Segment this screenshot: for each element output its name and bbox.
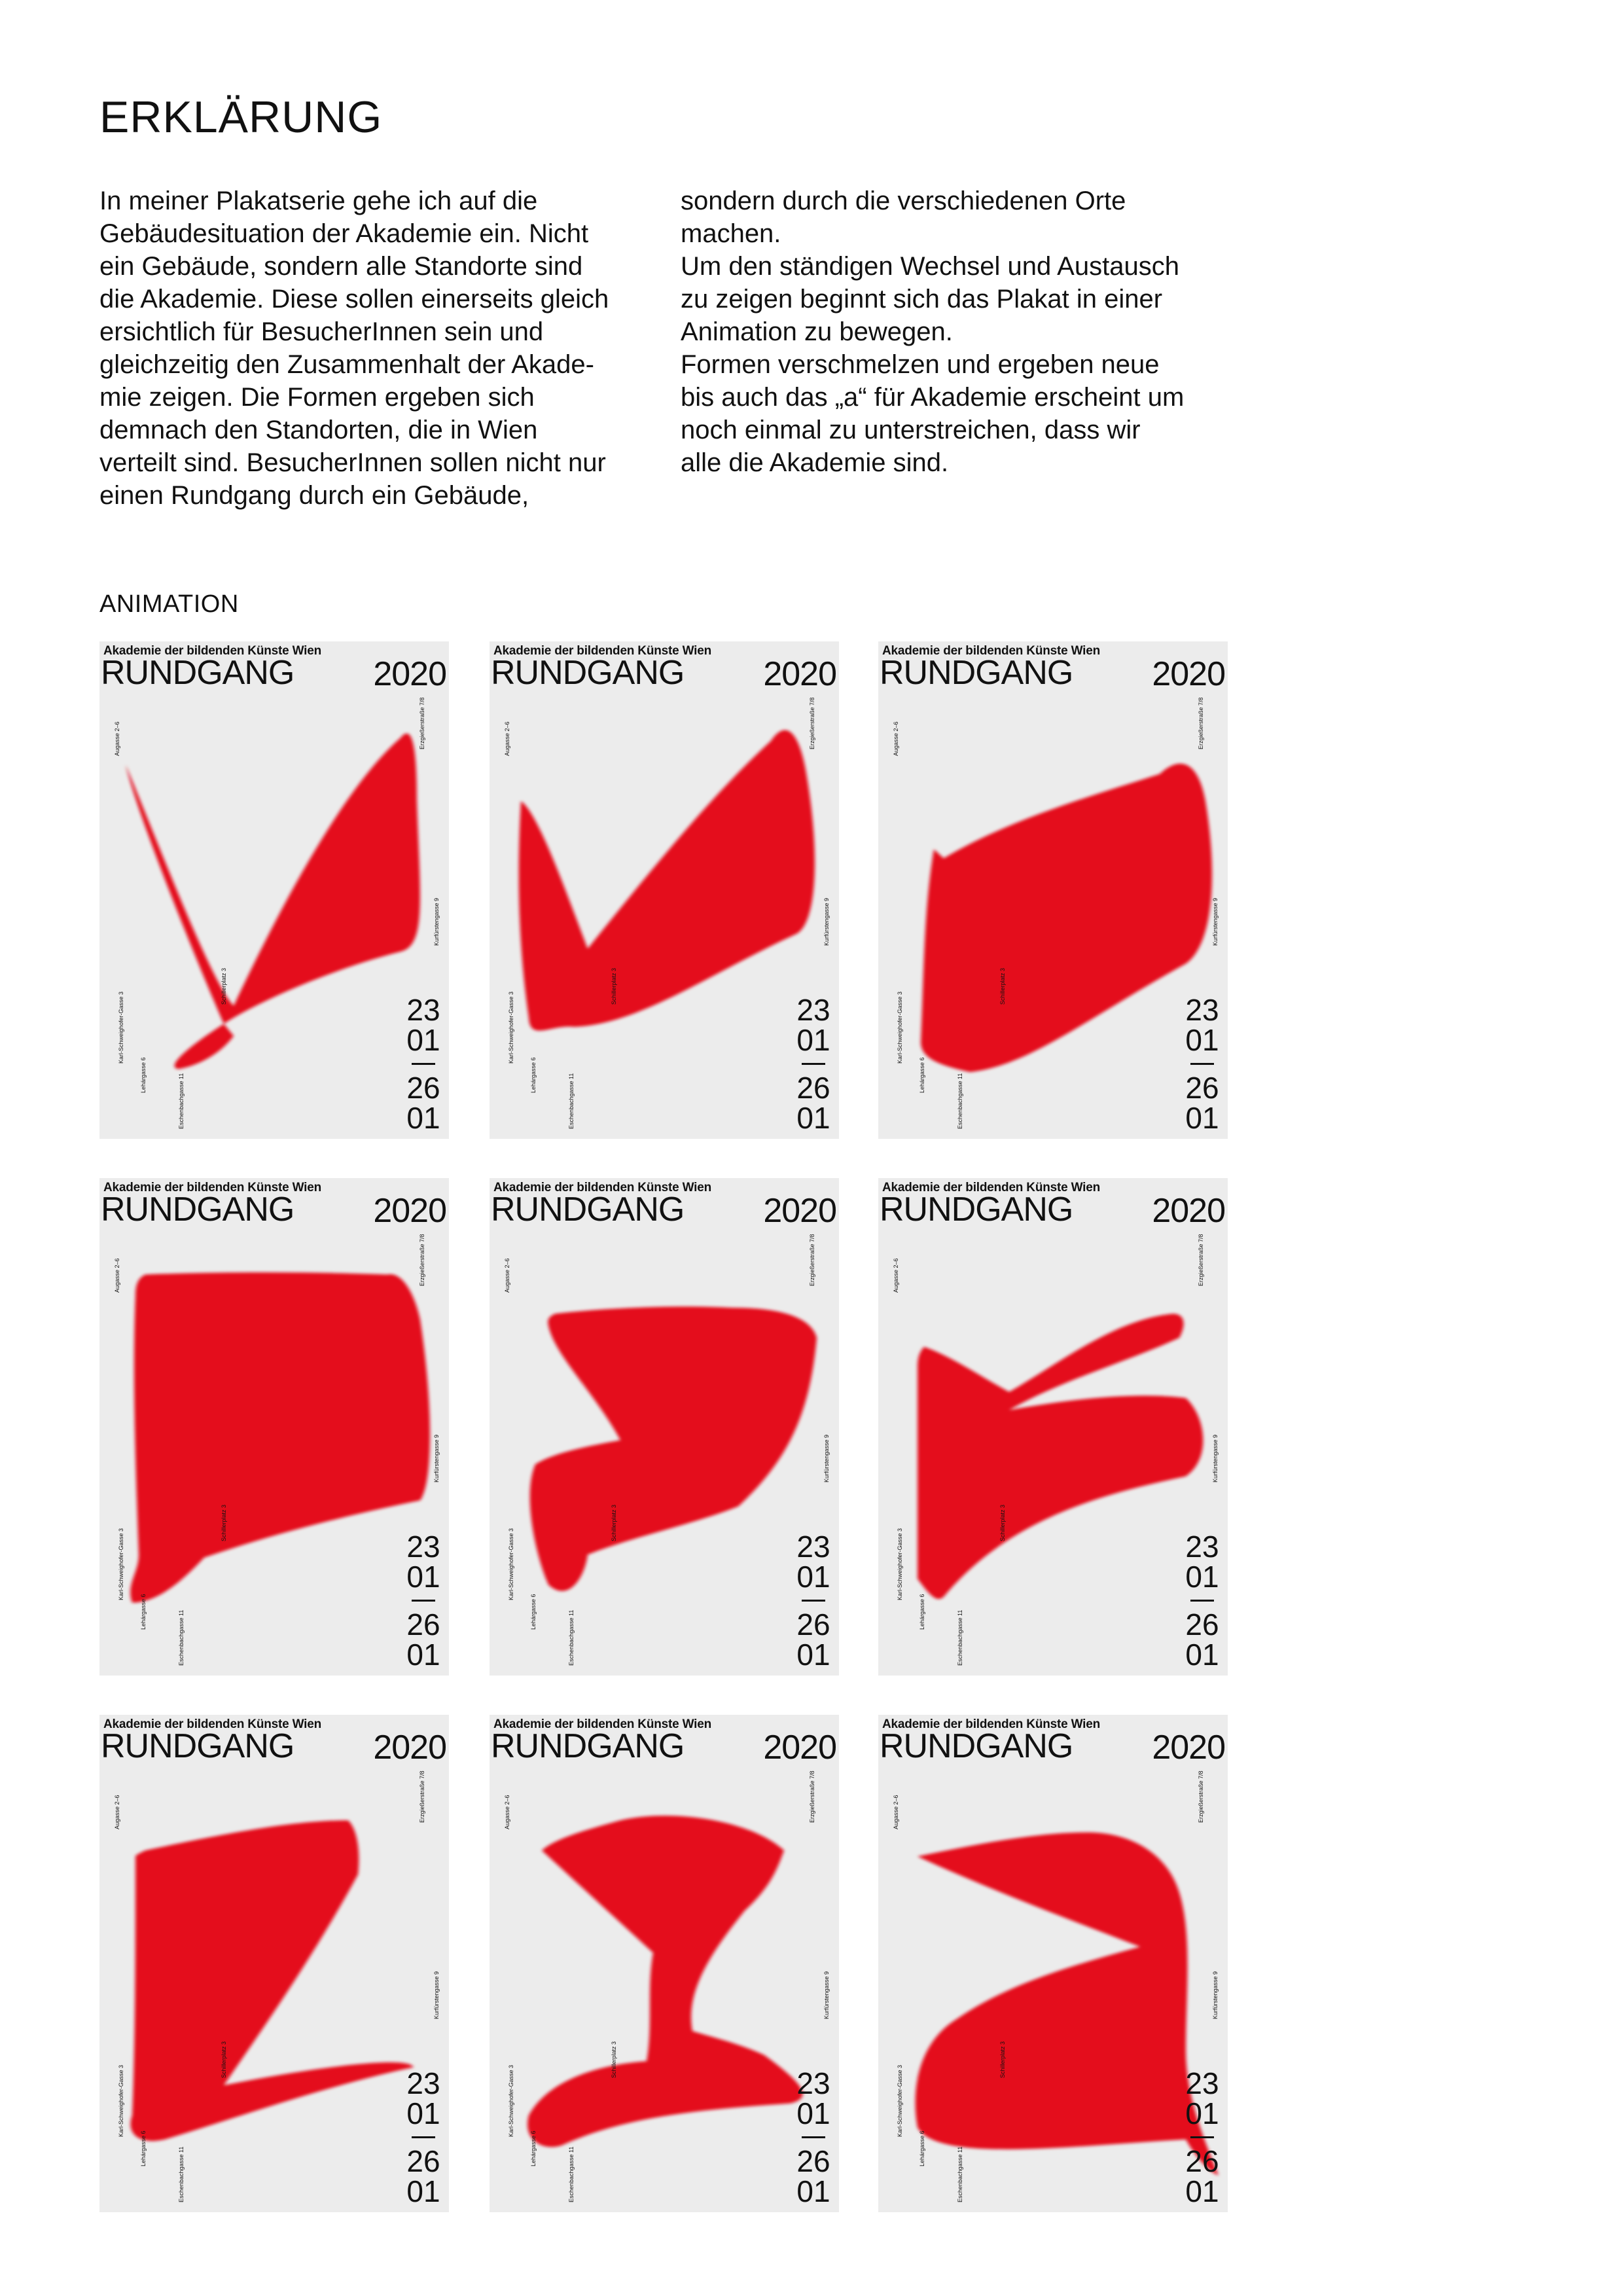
poster-dates [401, 1532, 446, 1670]
date-start-month: 01 [1185, 2096, 1219, 2130]
location-schiller: Schillerplatz 3 [221, 1504, 227, 1541]
poster-academy-name: Akademie der bildenden Künste Wien [103, 1717, 321, 1731]
location-lehar: Lehárgasse 6 [140, 1594, 147, 1630]
location-schweighofer: Karl-Schweighofer-Gasse 3 [508, 991, 514, 1064]
animation-poster [490, 1178, 839, 1676]
poster-year: 2020 [1152, 655, 1225, 693]
date-start-day: 23 [796, 993, 830, 1027]
location-augasse: Augasse 2–6 [504, 1258, 510, 1293]
location-augasse: Augasse 2–6 [114, 721, 120, 756]
poster-title: RUNDGANG [491, 1727, 685, 1765]
poster-dates [791, 1532, 836, 1670]
location-lehar: Lehárgasse 6 [919, 1057, 925, 1093]
location-schweighofer: Karl-Schweighofer-Gasse 3 [118, 1528, 124, 1600]
date-end-month: 01 [406, 1101, 440, 1135]
location-kurfuersten: Kurfürstengasse 9 [433, 1971, 440, 2019]
date-start-month: 01 [1185, 1560, 1219, 1594]
date-end-month: 01 [796, 1101, 830, 1135]
text-line: einen Rundgang durch ein Gebäude, [99, 481, 529, 510]
text-line: zu zeigen beginnt sich das Plakat in einer [681, 285, 1163, 314]
poster-shape [878, 1715, 1228, 2212]
poster-dates [1179, 1532, 1225, 1670]
poster-year: 2020 [1152, 1729, 1225, 1767]
date-start-month: 01 [406, 1023, 440, 1057]
location-schiller: Schillerplatz 3 [221, 967, 227, 1005]
poster-shape [99, 1178, 449, 1676]
location-lehar: Lehárgasse 6 [140, 2130, 147, 2166]
location-kurfuersten: Kurfürstengasse 9 [1212, 897, 1219, 946]
text-line: Gebäudesituation der Akademie ein. Nicht [99, 219, 589, 248]
location-kurfuersten: Kurfürstengasse 9 [1212, 1434, 1219, 1482]
date-start-month: 01 [796, 1023, 830, 1057]
location-augasse: Augasse 2–6 [504, 721, 510, 756]
date-start-day: 23 [1185, 2066, 1219, 2100]
date-separator [802, 1600, 825, 1602]
text-line: ein Gebäude, sondern alle Standorte sind [99, 252, 583, 281]
location-augasse: Augasse 2–6 [114, 1258, 120, 1293]
location-schweighofer: Karl-Schweighofer-Gasse 3 [118, 2064, 124, 2137]
location-schiller: Schillerplatz 3 [611, 1504, 617, 1541]
location-lehar: Lehárgasse 6 [919, 2130, 925, 2166]
location-eschen: Eschenbachgasse 11 [178, 1073, 185, 1129]
date-end-month: 01 [1185, 2174, 1219, 2208]
date-start-month: 01 [796, 1560, 830, 1594]
poster-academy-name: Akademie der bildenden Künste Wien [103, 644, 321, 658]
date-end-day: 26 [1185, 2144, 1219, 2178]
date-separator [412, 2136, 435, 2138]
poster-year: 2020 [763, 655, 836, 693]
text-line: die Akademie. Diese sollen einerseits gleich [99, 285, 609, 314]
poster-year: 2020 [373, 1729, 446, 1767]
location-lehar: Lehárgasse 6 [919, 1594, 925, 1630]
location-eschen: Eschenbachgasse 11 [568, 1609, 575, 1666]
poster-year: 2020 [373, 655, 446, 693]
text-line: gleichzeitig den Zusammenhalt der Akade- [99, 350, 594, 379]
poster-title: RUNDGANG [491, 654, 685, 692]
location-erzgiesser: Erzgießerstraße 7/8 [419, 1770, 425, 1823]
location-schiller: Schillerplatz 3 [611, 2041, 617, 2078]
date-end-day: 26 [1185, 1071, 1219, 1105]
location-lehar: Lehárgasse 6 [530, 1594, 537, 1630]
poster-academy-name: Akademie der bildenden Künste Wien [493, 1717, 711, 1731]
location-kurfuersten: Kurfürstengasse 9 [823, 897, 830, 946]
explanation-text-left [99, 185, 643, 512]
animation-poster [490, 1715, 839, 2212]
location-schiller: Schillerplatz 3 [999, 1504, 1006, 1541]
date-end-month: 01 [796, 1638, 830, 1672]
location-schiller: Schillerplatz 3 [999, 2041, 1006, 2078]
text-line: Um den ständigen Wechsel und Austausch [681, 252, 1179, 281]
date-end-month: 01 [406, 1638, 440, 1672]
date-separator [802, 2136, 825, 2138]
location-schweighofer: Karl-Schweighofer-Gasse 3 [508, 1528, 514, 1600]
text-line: verteilt sind. BesucherInnen sollen nicht nur [99, 448, 606, 477]
location-lehar: Lehárgasse 6 [530, 2130, 537, 2166]
poster-year: 2020 [763, 1192, 836, 1230]
location-eschen: Eschenbachgasse 11 [178, 1609, 185, 1666]
text-line: alle die Akademie sind. [681, 448, 949, 477]
text-line: demnach den Standorten, die in Wien [99, 416, 538, 444]
date-end-month: 01 [1185, 1638, 1219, 1672]
poster-shape [490, 1715, 839, 2212]
date-separator [1190, 1600, 1214, 1602]
date-separator [1190, 2136, 1214, 2138]
location-erzgiesser: Erzgießerstraße 7/8 [809, 697, 815, 749]
location-schweighofer: Karl-Schweighofer-Gasse 3 [897, 1528, 903, 1600]
poster-dates [1179, 2068, 1225, 2206]
location-schweighofer: Karl-Schweighofer-Gasse 3 [118, 991, 124, 1064]
poster-shape [99, 1715, 449, 2212]
location-schweighofer: Karl-Schweighofer-Gasse 3 [897, 2064, 903, 2137]
location-augasse: Augasse 2–6 [893, 1795, 899, 1829]
explanation-text-right [681, 185, 1224, 479]
poster-shape [490, 1178, 839, 1676]
poster-academy-name: Akademie der bildenden Künste Wien [882, 1717, 1100, 1731]
date-end-day: 26 [406, 1071, 440, 1105]
animation-poster [99, 641, 449, 1139]
poster-title: RUNDGANG [101, 654, 294, 692]
poster-year: 2020 [763, 1729, 836, 1767]
location-erzgiesser: Erzgießerstraße 7/8 [1198, 1234, 1204, 1286]
page-title: ERKLÄRUNG [99, 92, 383, 142]
date-end-month: 01 [796, 2174, 830, 2208]
location-augasse: Augasse 2–6 [504, 1795, 510, 1829]
location-lehar: Lehárgasse 6 [140, 1057, 147, 1093]
poster-shape [878, 1178, 1228, 1676]
poster-year: 2020 [373, 1192, 446, 1230]
location-eschen: Eschenbachgasse 11 [568, 1073, 575, 1129]
text-line: noch einmal zu unterstreichen, dass wir [681, 416, 1141, 444]
location-augasse: Augasse 2–6 [893, 721, 899, 756]
date-separator [1190, 1063, 1214, 1065]
poster-dates [791, 995, 836, 1133]
poster-dates [1179, 995, 1225, 1133]
animation-poster [99, 1715, 449, 2212]
poster-shape [99, 641, 449, 1139]
date-start-month: 01 [406, 1560, 440, 1594]
location-erzgiesser: Erzgießerstraße 7/8 [419, 1234, 425, 1286]
date-end-day: 26 [406, 1607, 440, 1641]
date-start-day: 23 [406, 993, 440, 1027]
text-line: ersichtlich für BesucherInnen sein und [99, 317, 544, 346]
poster-academy-name: Akademie der bildenden Künste Wien [493, 644, 711, 658]
poster-title: RUNDGANG [880, 1727, 1073, 1765]
poster-dates [401, 2068, 446, 2206]
date-end-day: 26 [796, 1607, 830, 1641]
location-augasse: Augasse 2–6 [114, 1795, 120, 1829]
animation-poster [878, 641, 1228, 1139]
poster-academy-name: Akademie der bildenden Künste Wien [882, 644, 1100, 658]
poster-shape [490, 641, 839, 1139]
location-kurfuersten: Kurfürstengasse 9 [433, 897, 440, 946]
date-start-day: 23 [406, 2066, 440, 2100]
date-end-day: 26 [406, 2144, 440, 2178]
location-schweighofer: Karl-Schweighofer-Gasse 3 [508, 2064, 514, 2137]
date-end-day: 26 [796, 1071, 830, 1105]
text-line: Animation zu bewegen. [681, 317, 953, 346]
location-eschen: Eschenbachgasse 11 [178, 2146, 185, 2202]
location-kurfuersten: Kurfürstengasse 9 [823, 1971, 830, 2019]
text-line: In meiner Plakatserie gehe ich auf die [99, 187, 538, 215]
location-schweighofer: Karl-Schweighofer-Gasse 3 [897, 991, 903, 1064]
text-line: machen. [681, 219, 781, 248]
date-start-month: 01 [796, 2096, 830, 2130]
date-start-day: 23 [406, 1530, 440, 1564]
location-kurfuersten: Kurfürstengasse 9 [823, 1434, 830, 1482]
location-erzgiesser: Erzgießerstraße 7/8 [419, 697, 425, 749]
date-separator [412, 1600, 435, 1602]
poster-title: RUNDGANG [880, 654, 1073, 692]
date-start-day: 23 [1185, 993, 1219, 1027]
date-end-day: 26 [1185, 1607, 1219, 1641]
poster-title: RUNDGANG [880, 1191, 1073, 1229]
location-eschen: Eschenbachgasse 11 [957, 1609, 963, 1666]
date-start-day: 23 [796, 1530, 830, 1564]
poster-title: RUNDGANG [101, 1727, 294, 1765]
animation-poster [878, 1178, 1228, 1676]
location-eschen: Eschenbachgasse 11 [957, 2146, 963, 2202]
animation-poster [878, 1715, 1228, 2212]
animation-poster [99, 1178, 449, 1676]
location-erzgiesser: Erzgießerstraße 7/8 [809, 1770, 815, 1823]
poster-dates [791, 2068, 836, 2206]
poster-academy-name: Akademie der bildenden Künste Wien [493, 1181, 711, 1194]
location-eschen: Eschenbachgasse 11 [957, 1073, 963, 1129]
date-end-month: 01 [1185, 1101, 1219, 1135]
poster-shape [878, 641, 1228, 1139]
date-end-month: 01 [406, 2174, 440, 2208]
poster-dates [401, 995, 446, 1133]
location-schiller: Schillerplatz 3 [611, 967, 617, 1005]
text-line: Formen verschmelzen und ergeben neue [681, 350, 1160, 379]
date-start-month: 01 [406, 2096, 440, 2130]
location-kurfuersten: Kurfürstengasse 9 [433, 1434, 440, 1482]
animation-section-label: ANIMATION [99, 590, 239, 618]
animation-poster [490, 641, 839, 1139]
text-line: sondern durch die verschiedenen Orte [681, 187, 1126, 215]
location-erzgiesser: Erzgießerstraße 7/8 [1198, 1770, 1204, 1823]
location-schiller: Schillerplatz 3 [221, 2041, 227, 2078]
date-start-day: 23 [1185, 1530, 1219, 1564]
location-eschen: Eschenbachgasse 11 [568, 2146, 575, 2202]
poster-year: 2020 [1152, 1192, 1225, 1230]
poster-academy-name: Akademie der bildenden Künste Wien [882, 1181, 1100, 1194]
location-schiller: Schillerplatz 3 [999, 967, 1006, 1005]
location-erzgiesser: Erzgießerstraße 7/8 [1198, 697, 1204, 749]
date-start-day: 23 [796, 2066, 830, 2100]
text-line: bis auch das „a“ für Akademie erscheint um [681, 383, 1185, 412]
location-kurfuersten: Kurfürstengasse 9 [1212, 1971, 1219, 2019]
text-line: mie zeigen. Die Formen ergeben sich [99, 383, 535, 412]
date-separator [802, 1063, 825, 1065]
date-separator [412, 1063, 435, 1065]
location-augasse: Augasse 2–6 [893, 1258, 899, 1293]
location-lehar: Lehárgasse 6 [530, 1057, 537, 1093]
poster-title: RUNDGANG [491, 1191, 685, 1229]
date-start-month: 01 [1185, 1023, 1219, 1057]
poster-title: RUNDGANG [101, 1191, 294, 1229]
poster-academy-name: Akademie der bildenden Künste Wien [103, 1181, 321, 1194]
location-erzgiesser: Erzgießerstraße 7/8 [809, 1234, 815, 1286]
date-end-day: 26 [796, 2144, 830, 2178]
